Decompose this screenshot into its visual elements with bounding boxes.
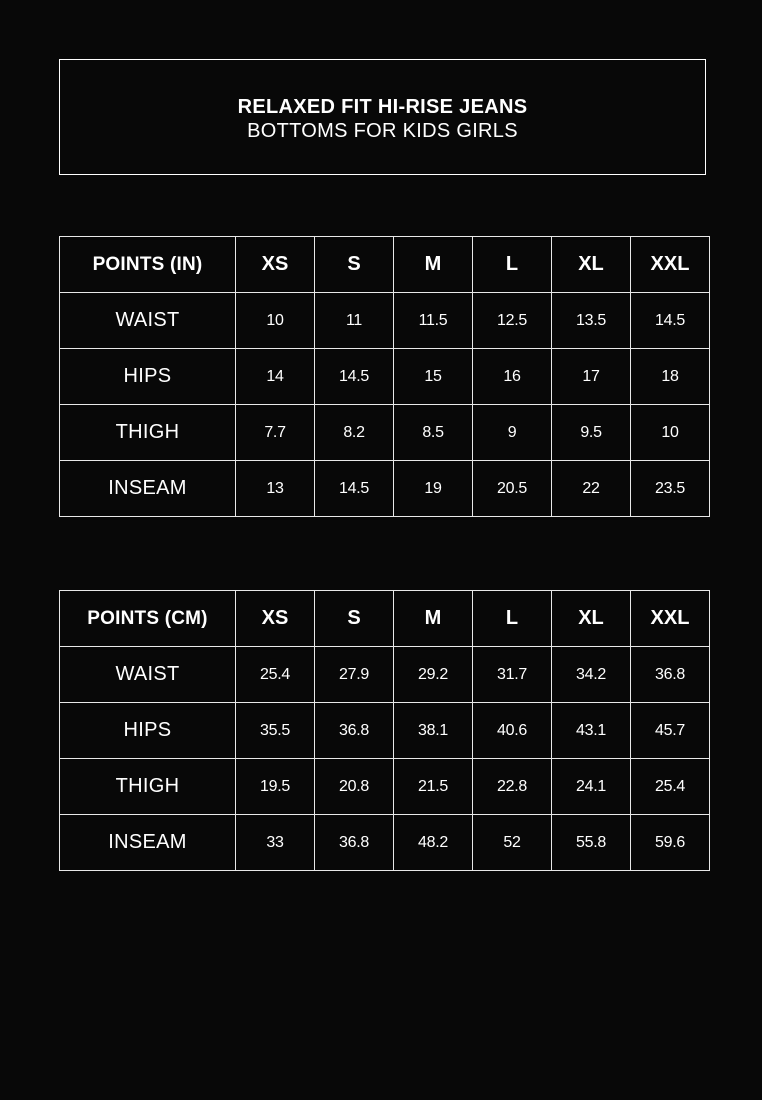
- table-cell: 7.7: [236, 405, 315, 461]
- table-row: [60, 647, 710, 703]
- table-cell: 11.5: [394, 293, 473, 349]
- table-cell: 25.4: [236, 647, 315, 703]
- table-cell: 25.4: [631, 759, 710, 815]
- table-row: [60, 405, 710, 461]
- table-cell: 55.8: [552, 815, 631, 871]
- table-row: [60, 815, 710, 871]
- row-label-inseam: INSEAM: [60, 815, 236, 871]
- size-table-centimeters: [59, 590, 710, 871]
- table-cell: 36.8: [315, 815, 394, 871]
- size-header-s: S: [315, 237, 394, 293]
- row-label-waist: WAIST: [60, 293, 236, 349]
- table-cell: 59.6: [631, 815, 710, 871]
- table-cell: 24.1: [552, 759, 631, 815]
- size-header-m: M: [394, 237, 473, 293]
- table-cell: 16: [473, 349, 552, 405]
- table-cell: 20.5: [473, 461, 552, 517]
- table-cell: 14.5: [631, 293, 710, 349]
- table-cell: 34.2: [552, 647, 631, 703]
- table-cell: 12.5: [473, 293, 552, 349]
- table-cell: 14.5: [315, 461, 394, 517]
- product-title: RELAXED FIT HI-RISE JEANS: [237, 96, 528, 118]
- table-cell: 19.5: [236, 759, 315, 815]
- size-header-xl: XL: [552, 237, 631, 293]
- table-cell: 36.8: [631, 647, 710, 703]
- table-row: [60, 349, 710, 405]
- table-cell: 10: [236, 293, 315, 349]
- table-cell: 20.8: [315, 759, 394, 815]
- table-cell: 9.5: [552, 405, 631, 461]
- table-cell: 29.2: [394, 647, 473, 703]
- size-header-xs: XS: [236, 591, 315, 647]
- size-header-xxl: XXL: [631, 591, 710, 647]
- table-cell: 23.5: [631, 461, 710, 517]
- row-label-hips: HIPS: [60, 703, 236, 759]
- table-cell: 15: [394, 349, 473, 405]
- table-cell: 13: [236, 461, 315, 517]
- table-cell: 11: [315, 293, 394, 349]
- size-header-xs: XS: [236, 237, 315, 293]
- row-label-waist: WAIST: [60, 647, 236, 703]
- table-cell: 13.5: [552, 293, 631, 349]
- table-cell: 18: [631, 349, 710, 405]
- table-cell: 36.8: [315, 703, 394, 759]
- table-cell: 45.7: [631, 703, 710, 759]
- table-cell: 38.1: [394, 703, 473, 759]
- table-row: [60, 293, 710, 349]
- table-cell: 35.5: [236, 703, 315, 759]
- table-cell: 21.5: [394, 759, 473, 815]
- size-header-l: L: [473, 237, 552, 293]
- table-header-row: [60, 591, 710, 647]
- size-header-l: L: [473, 591, 552, 647]
- table-row: [60, 703, 710, 759]
- table-cell: 43.1: [552, 703, 631, 759]
- table-cell: 52: [473, 815, 552, 871]
- row-label-hips: HIPS: [60, 349, 236, 405]
- table-cell: 14: [236, 349, 315, 405]
- table-header-row: [60, 237, 710, 293]
- table-cell: 9: [473, 405, 552, 461]
- table-cell: 14.5: [315, 349, 394, 405]
- table-row: [60, 461, 710, 517]
- row-label-inseam: INSEAM: [60, 461, 236, 517]
- table-cell: 10: [631, 405, 710, 461]
- size-table-inches: [59, 236, 710, 517]
- row-label-thigh: THIGH: [60, 405, 236, 461]
- table-cell: 22.8: [473, 759, 552, 815]
- table-cell: 8.2: [315, 405, 394, 461]
- size-header-s: S: [315, 591, 394, 647]
- table-cell: 27.9: [315, 647, 394, 703]
- points-header: POINTS (IN): [60, 237, 236, 293]
- table-cell: 48.2: [394, 815, 473, 871]
- size-header-xl: XL: [552, 591, 631, 647]
- row-label-thigh: THIGH: [60, 759, 236, 815]
- table-cell: 22: [552, 461, 631, 517]
- table-cell: 40.6: [473, 703, 552, 759]
- table-row: [60, 759, 710, 815]
- points-header: POINTS (CM): [60, 591, 236, 647]
- table-cell: 8.5: [394, 405, 473, 461]
- table-cell: 31.7: [473, 647, 552, 703]
- table-cell: 33: [236, 815, 315, 871]
- title-box: [59, 59, 706, 175]
- table-cell: 19: [394, 461, 473, 517]
- size-header-m: M: [394, 591, 473, 647]
- table-cell: 17: [552, 349, 631, 405]
- size-header-xxl: XXL: [631, 237, 710, 293]
- product-subtitle: BOTTOMS FOR KIDS GIRLS: [247, 120, 518, 142]
